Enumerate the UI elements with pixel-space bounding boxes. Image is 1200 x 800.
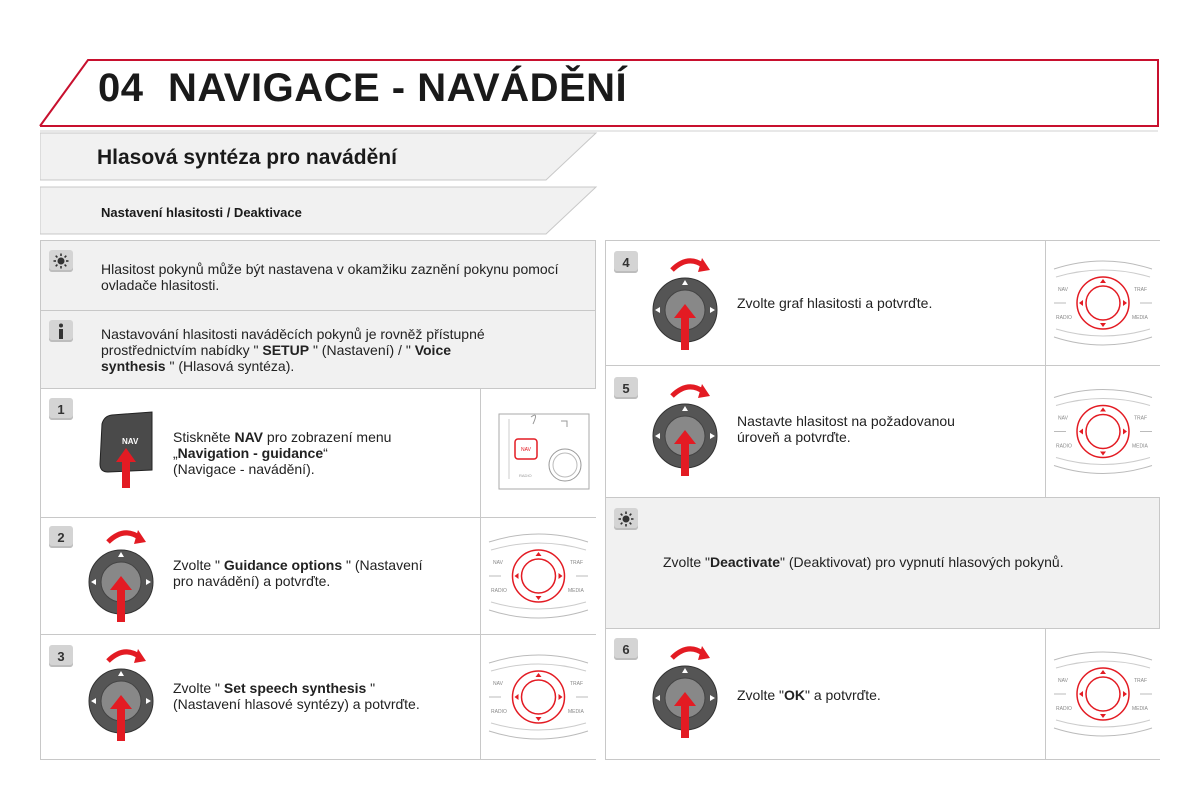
console-radio-label: RADIO xyxy=(1056,706,1072,712)
text-line: (Navigace - navádění). xyxy=(173,461,315,477)
chapter-title: NAVIGACE - NAVÁDĚNÍ xyxy=(168,66,628,110)
console-traf-label: TRAF xyxy=(570,560,584,566)
console-nav-label: NAV xyxy=(493,681,503,687)
console-traf-label: TRAF xyxy=(1134,287,1148,293)
console-radio-label: RADIO xyxy=(1056,315,1072,321)
guidance-options-keyword: Guidance options xyxy=(223,557,343,573)
info-line: Nastavování hlasitosti naváděcích pokynů je rovněž přístupné xyxy=(101,326,485,342)
navigation-guidance-keyword: Navigation - guidance xyxy=(177,445,324,461)
console-media-label: MEDIA xyxy=(568,588,584,594)
console-traf-label: TRAF xyxy=(1134,678,1148,684)
step-6-text: Zvolte "OK" a potvrďte. xyxy=(737,687,881,703)
info-line: prostřednictvím nabídky " SETUP " (Nastavení) / " Voice xyxy=(101,342,452,358)
step-5-text xyxy=(737,413,1037,445)
tip-icon xyxy=(49,250,73,272)
console-media-label: MEDIA xyxy=(1132,706,1148,712)
console-traf-label: TRAF xyxy=(1134,415,1148,422)
rotary-knob-icon xyxy=(652,378,722,480)
ok-keyword: OK xyxy=(783,687,805,703)
console-thumbnail xyxy=(480,518,596,634)
rotary-knob-icon xyxy=(88,643,158,745)
step-number-badge: 5 xyxy=(614,377,638,399)
nav-keyword: NAV xyxy=(234,429,264,445)
console-nav-label: NAV xyxy=(1058,678,1068,684)
text-line: pro navádění) a potvrďte. xyxy=(173,573,331,589)
step-3-text xyxy=(173,680,473,712)
svg-text:RADIO: RADIO xyxy=(519,473,532,478)
info-icon xyxy=(49,320,73,342)
tip-icon xyxy=(614,508,638,530)
step-number-badge: 1 xyxy=(49,398,73,420)
rotary-knob-icon xyxy=(88,524,158,626)
divider xyxy=(40,310,596,311)
info-text xyxy=(101,326,581,374)
voice-keyword: Voice xyxy=(414,342,452,358)
step-1-text xyxy=(173,429,473,477)
deactivate-text: Zvolte "Deactivate" (Deaktivovat) pro vypnutí hlasových pokynů. xyxy=(663,554,1064,570)
text-line: „Navigation - guidance“ xyxy=(173,445,328,461)
setup-keyword: SETUP xyxy=(262,342,310,358)
text-line: (Nastavení hlasové syntézy) a potvrďte. xyxy=(173,696,420,712)
info-line: synthesis " (Hlasová syntéza). xyxy=(101,358,295,374)
text-line: Zvolte " Guidance options " (Nastavení xyxy=(173,557,423,573)
step-2-text xyxy=(173,557,473,589)
console-media-label: MEDIA xyxy=(568,709,584,715)
nav-button-icon xyxy=(96,410,156,492)
console-radio-label: RADIO xyxy=(1056,443,1072,450)
console-thumbnail xyxy=(480,635,596,759)
console-nav-label: NAV xyxy=(1058,287,1068,293)
rotary-knob-icon xyxy=(652,252,722,354)
step-number-badge: 3 xyxy=(49,645,73,667)
console-thumbnail xyxy=(1045,241,1160,365)
console-media-label: MEDIA xyxy=(1132,315,1148,321)
subsection-title: Nastavení hlasitosti / Deaktivace xyxy=(101,205,302,220)
text-line: Nastavte hlasitost na požadovanou xyxy=(737,413,955,429)
speech-synthesis-keyword: Set speech synthesis xyxy=(223,680,367,696)
console-radio-label: RADIO xyxy=(491,588,507,594)
console-thumbnail xyxy=(480,389,596,517)
section-title: Hlasová syntéza pro navádění xyxy=(97,146,397,169)
console-nav-label: NAV xyxy=(1058,415,1068,422)
step-number-badge: 2 xyxy=(49,526,73,548)
tip-text: Hlasitost pokynů může být nastavena v okamžiku zaznění pokynu pomocí ovladače hlasitosti. xyxy=(101,261,559,293)
text-line: Stiskněte NAV pro zobrazení menu xyxy=(173,429,392,445)
console-media-label: MEDIA xyxy=(1132,443,1148,450)
deactivate-keyword: Deactivate xyxy=(709,554,781,570)
rotary-knob-icon xyxy=(652,640,722,742)
svg-text:NAV: NAV xyxy=(521,447,531,453)
step-4-text: Zvolte graf hlasitosti a potvrďte. xyxy=(737,295,933,311)
text-line: Zvolte " Set speech synthesis " xyxy=(173,680,376,696)
console-thumbnail xyxy=(1045,629,1160,759)
step-number-badge: 4 xyxy=(614,251,638,273)
text-line: úroveň a potvrďte. xyxy=(737,429,851,445)
nav-button-label: NAV xyxy=(122,437,139,446)
console-radio-label: RADIO xyxy=(491,709,507,715)
chapter-number: 04 xyxy=(98,66,144,110)
console-traf-label: TRAF xyxy=(570,681,584,687)
step-number-badge: 6 xyxy=(614,638,638,660)
console-thumbnail xyxy=(1045,366,1160,497)
console-nav-label: NAV xyxy=(493,560,503,566)
synthesis-keyword: synthesis xyxy=(101,358,166,374)
